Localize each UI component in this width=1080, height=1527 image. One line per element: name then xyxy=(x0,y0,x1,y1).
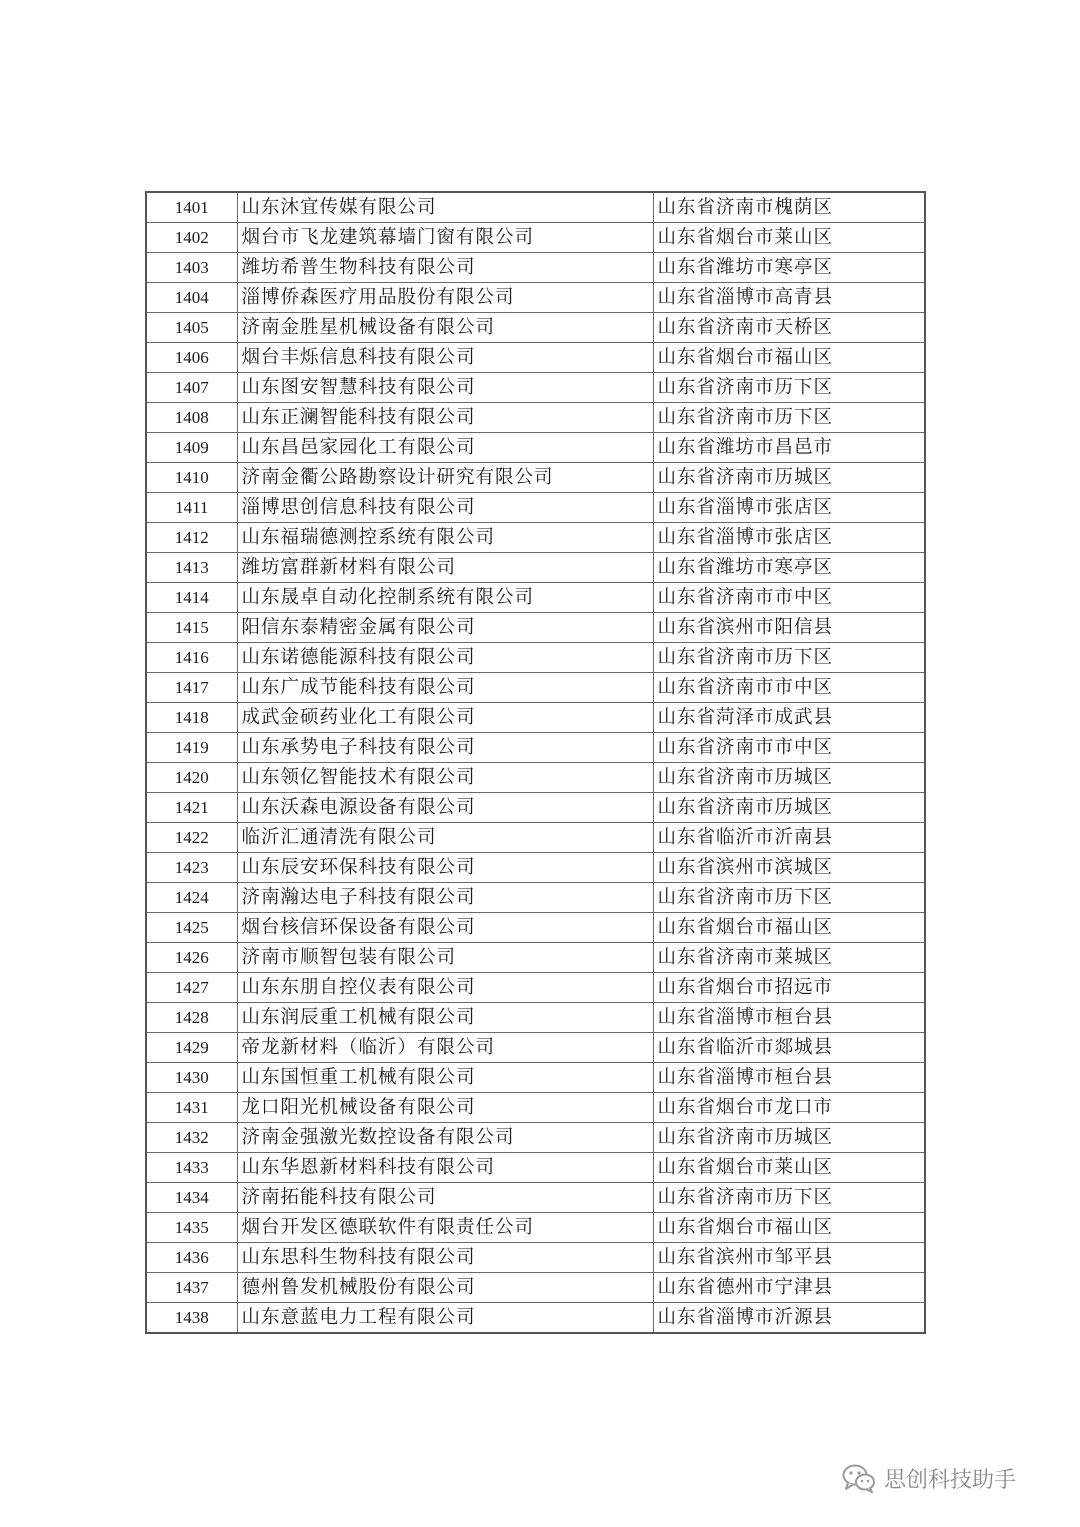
row-number: 1412 xyxy=(146,523,237,553)
company-name: 山东领亿智能技术有限公司 xyxy=(237,763,653,793)
company-location: 山东省菏泽市成武县 xyxy=(653,703,925,733)
company-name: 山东图安智慧科技有限公司 xyxy=(237,373,653,403)
company-name: 临沂汇通清洗有限公司 xyxy=(237,823,653,853)
company-name: 德州鲁发机械股份有限公司 xyxy=(237,1273,653,1303)
company-location: 山东省济南市市中区 xyxy=(653,733,925,763)
row-number: 1424 xyxy=(146,883,237,913)
company-name: 山东辰安环保科技有限公司 xyxy=(237,853,653,883)
row-number: 1432 xyxy=(146,1123,237,1153)
company-location: 山东省滨州市阳信县 xyxy=(653,613,925,643)
table-row xyxy=(146,913,925,943)
wechat-icon xyxy=(842,1463,876,1493)
company-location: 山东省济南市历城区 xyxy=(653,463,925,493)
company-name: 淄博思创信息科技有限公司 xyxy=(237,493,653,523)
row-number: 1418 xyxy=(146,703,237,733)
row-number: 1433 xyxy=(146,1153,237,1183)
company-name: 济南拓能科技有限公司 xyxy=(237,1183,653,1213)
company-name: 山东正澜智能科技有限公司 xyxy=(237,403,653,433)
row-number: 1437 xyxy=(146,1273,237,1303)
company-name: 山东东朋自控仪表有限公司 xyxy=(237,973,653,1003)
company-location: 山东省淄博市高青县 xyxy=(653,283,925,313)
company-name: 山东承势电子科技有限公司 xyxy=(237,733,653,763)
row-number: 1426 xyxy=(146,943,237,973)
table-row xyxy=(146,1273,925,1303)
company-name: 成武金硕药业化工有限公司 xyxy=(237,703,653,733)
row-number: 1430 xyxy=(146,1063,237,1093)
table-row xyxy=(146,703,925,733)
company-name: 山东沃森电源设备有限公司 xyxy=(237,793,653,823)
company-name: 烟台开发区德联软件有限责任公司 xyxy=(237,1213,653,1243)
table-row xyxy=(146,1183,925,1213)
table-row xyxy=(146,403,925,433)
table-row xyxy=(146,553,925,583)
row-number: 1404 xyxy=(146,283,237,313)
company-name: 龙口阳光机械设备有限公司 xyxy=(237,1093,653,1123)
company-location: 山东省滨州市滨城区 xyxy=(653,853,925,883)
company-name: 山东广成节能科技有限公司 xyxy=(237,673,653,703)
row-number: 1410 xyxy=(146,463,237,493)
table-row xyxy=(146,1033,925,1063)
row-number: 1438 xyxy=(146,1303,237,1334)
company-location: 山东省临沂市郯城县 xyxy=(653,1033,925,1063)
row-number: 1409 xyxy=(146,433,237,463)
row-number: 1427 xyxy=(146,973,237,1003)
company-location: 山东省潍坊市寒亭区 xyxy=(653,553,925,583)
row-number: 1436 xyxy=(146,1243,237,1273)
table-row xyxy=(146,343,925,373)
table-row xyxy=(146,253,925,283)
company-location: 山东省济南市历下区 xyxy=(653,643,925,673)
table-row xyxy=(146,883,925,913)
company-name: 山东昌邑家园化工有限公司 xyxy=(237,433,653,463)
table-row xyxy=(146,943,925,973)
row-number: 1401 xyxy=(146,192,237,223)
company-name: 山东福瑞德测控系统有限公司 xyxy=(237,523,653,553)
company-location: 山东省烟台市福山区 xyxy=(653,1213,925,1243)
company-location: 山东省济南市历下区 xyxy=(653,1183,925,1213)
company-location: 山东省济南市天桥区 xyxy=(653,313,925,343)
company-name: 山东润辰重工机械有限公司 xyxy=(237,1003,653,1033)
table-row xyxy=(146,283,925,313)
company-name: 帝龙新材料（临沂）有限公司 xyxy=(237,1033,653,1063)
row-number: 1420 xyxy=(146,763,237,793)
company-location: 山东省淄博市张店区 xyxy=(653,493,925,523)
company-name: 淄博侨森医疗用品股份有限公司 xyxy=(237,283,653,313)
row-number: 1411 xyxy=(146,493,237,523)
row-number: 1413 xyxy=(146,553,237,583)
row-number: 1402 xyxy=(146,223,237,253)
table-body xyxy=(146,192,925,1333)
company-location: 山东省淄博市桓台县 xyxy=(653,1003,925,1033)
table-row xyxy=(146,613,925,643)
row-number: 1407 xyxy=(146,373,237,403)
table-row xyxy=(146,493,925,523)
company-name: 山东晟卓自动化控制系统有限公司 xyxy=(237,583,653,613)
company-location: 山东省济南市历城区 xyxy=(653,1123,925,1153)
company-location: 山东省济南市市中区 xyxy=(653,583,925,613)
company-location: 山东省烟台市龙口市 xyxy=(653,1093,925,1123)
company-name: 烟台市飞龙建筑幕墙门窗有限公司 xyxy=(237,223,653,253)
row-number: 1429 xyxy=(146,1033,237,1063)
row-number: 1419 xyxy=(146,733,237,763)
company-name: 济南金衢公路勘察设计研究有限公司 xyxy=(237,463,653,493)
watermark xyxy=(842,1460,1016,1496)
row-number: 1408 xyxy=(146,403,237,433)
company-location: 山东省淄博市桓台县 xyxy=(653,1063,925,1093)
company-location: 山东省烟台市招远市 xyxy=(653,973,925,1003)
company-location: 山东省烟台市莱山区 xyxy=(653,1153,925,1183)
row-number: 1425 xyxy=(146,913,237,943)
row-number: 1423 xyxy=(146,853,237,883)
company-name: 山东沐宜传媒有限公司 xyxy=(237,192,653,223)
company-location: 山东省济南市历下区 xyxy=(653,403,925,433)
row-number: 1428 xyxy=(146,1003,237,1033)
company-location: 山东省济南市槐荫区 xyxy=(653,192,925,223)
company-location: 山东省济南市历城区 xyxy=(653,763,925,793)
table-row xyxy=(146,583,925,613)
table-row xyxy=(146,523,925,553)
row-number: 1417 xyxy=(146,673,237,703)
table-row xyxy=(146,373,925,403)
table-row xyxy=(146,673,925,703)
row-number: 1421 xyxy=(146,793,237,823)
row-number: 1403 xyxy=(146,253,237,283)
company-name: 山东国恒重工机械有限公司 xyxy=(237,1063,653,1093)
table-row xyxy=(146,793,925,823)
row-number: 1422 xyxy=(146,823,237,853)
row-number: 1435 xyxy=(146,1213,237,1243)
table-row xyxy=(146,223,925,253)
company-location: 山东省临沂市沂南县 xyxy=(653,823,925,853)
company-name: 山东思科生物科技有限公司 xyxy=(237,1243,653,1273)
company-location: 山东省济南市市中区 xyxy=(653,673,925,703)
table-row xyxy=(146,192,925,223)
company-name: 山东意蓝电力工程有限公司 xyxy=(237,1303,653,1334)
row-number: 1405 xyxy=(146,313,237,343)
company-location: 山东省烟台市福山区 xyxy=(653,343,925,373)
company-location: 山东省济南市历下区 xyxy=(653,373,925,403)
company-location: 山东省淄博市张店区 xyxy=(653,523,925,553)
company-list-table xyxy=(145,191,926,1334)
company-name: 山东华恩新材料科技有限公司 xyxy=(237,1153,653,1183)
row-number: 1414 xyxy=(146,583,237,613)
company-location: 山东省济南市历城区 xyxy=(653,793,925,823)
table-row xyxy=(146,1303,925,1334)
table-row xyxy=(146,313,925,343)
company-location: 山东省滨州市邹平县 xyxy=(653,1243,925,1273)
company-name: 济南金强激光数控设备有限公司 xyxy=(237,1123,653,1153)
company-location: 山东省济南市莱城区 xyxy=(653,943,925,973)
company-location: 山东省潍坊市寒亭区 xyxy=(653,253,925,283)
company-name: 济南瀚达电子科技有限公司 xyxy=(237,883,653,913)
table-row xyxy=(146,1213,925,1243)
row-number: 1406 xyxy=(146,343,237,373)
table-row xyxy=(146,1063,925,1093)
table-row xyxy=(146,643,925,673)
table-row xyxy=(146,463,925,493)
company-location: 山东省淄博市沂源县 xyxy=(653,1303,925,1334)
company-location: 山东省烟台市福山区 xyxy=(653,913,925,943)
table-row xyxy=(146,973,925,1003)
table-row xyxy=(146,823,925,853)
company-location: 山东省潍坊市昌邑市 xyxy=(653,433,925,463)
company-location: 山东省烟台市莱山区 xyxy=(653,223,925,253)
company-name: 潍坊富群新材料有限公司 xyxy=(237,553,653,583)
row-number: 1415 xyxy=(146,613,237,643)
watermark-text: 思创科技助手 xyxy=(884,1467,1017,1493)
company-location: 山东省济南市历下区 xyxy=(653,883,925,913)
table-row xyxy=(146,1123,925,1153)
table-row xyxy=(146,1093,925,1123)
table-row xyxy=(146,1003,925,1033)
row-number: 1416 xyxy=(146,643,237,673)
row-number: 1431 xyxy=(146,1093,237,1123)
company-name: 济南市顺智包装有限公司 xyxy=(237,943,653,973)
company-name: 烟台核信环保设备有限公司 xyxy=(237,913,653,943)
company-name: 潍坊希普生物科技有限公司 xyxy=(237,253,653,283)
company-name: 济南金胜星机械设备有限公司 xyxy=(237,313,653,343)
row-number: 1434 xyxy=(146,1183,237,1213)
table-row xyxy=(146,1153,925,1183)
table-row xyxy=(146,853,925,883)
company-name: 阳信东泰精密金属有限公司 xyxy=(237,613,653,643)
company-name: 烟台丰烁信息科技有限公司 xyxy=(237,343,653,373)
company-name: 山东诺德能源科技有限公司 xyxy=(237,643,653,673)
table-row xyxy=(146,763,925,793)
company-location: 山东省德州市宁津县 xyxy=(653,1273,925,1303)
table-row xyxy=(146,1243,925,1273)
table-row xyxy=(146,433,925,463)
table-row xyxy=(146,733,925,763)
